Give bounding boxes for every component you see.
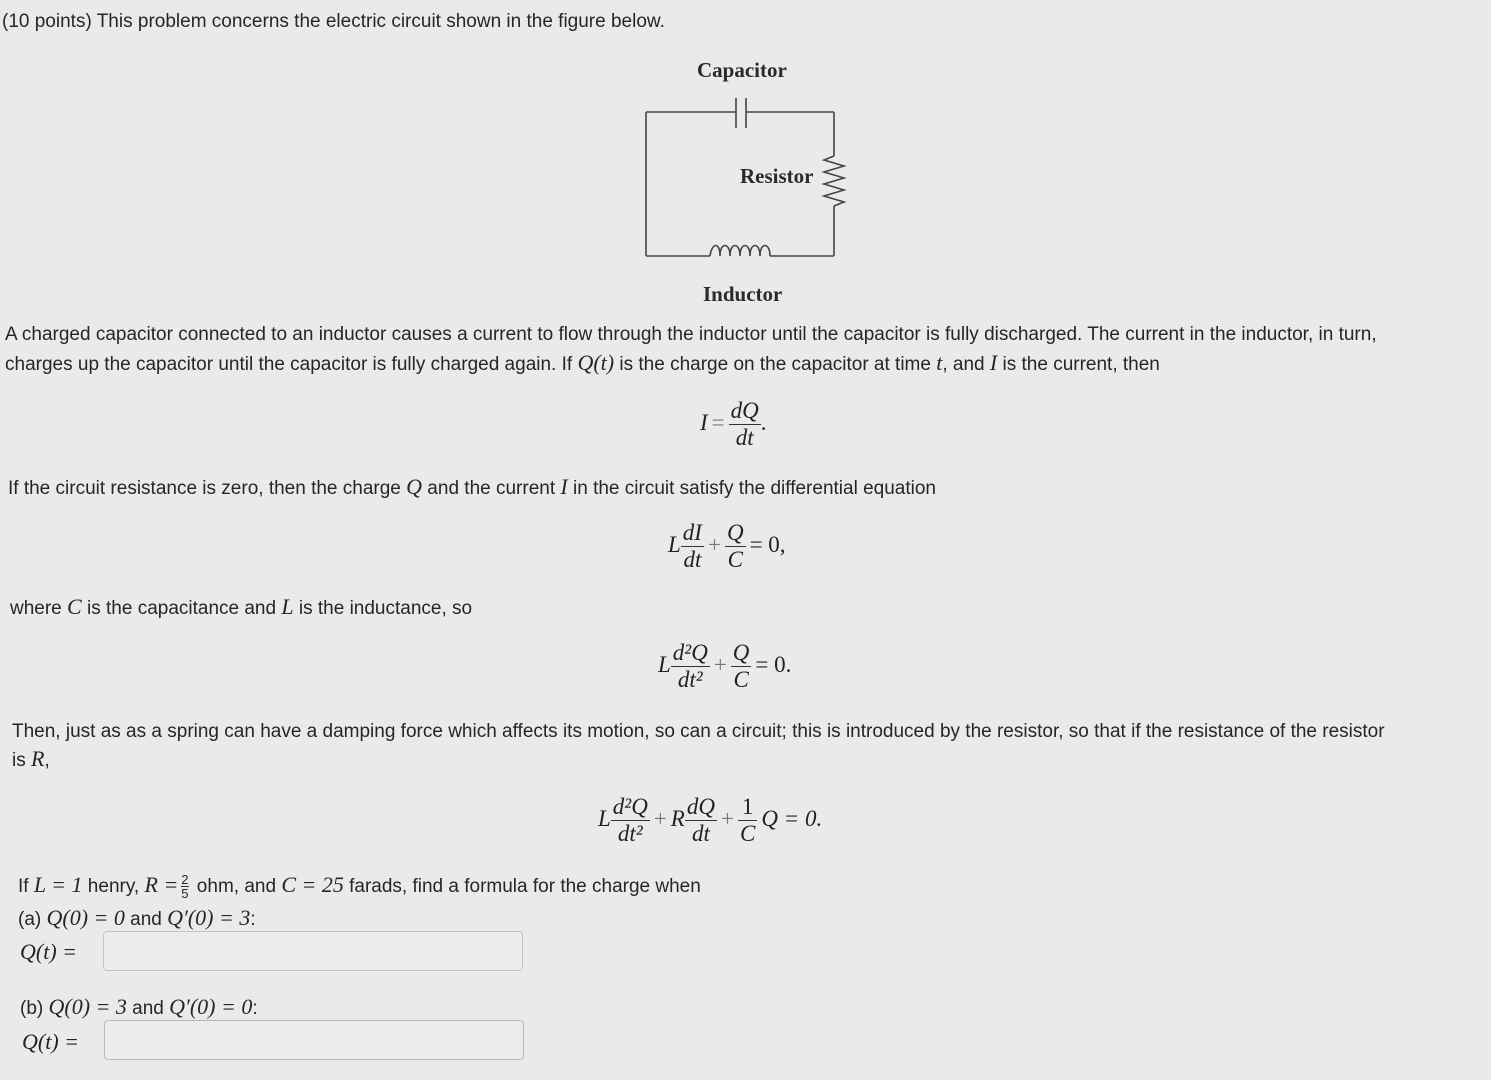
capacitor-label: Capacitor [697, 58, 787, 82]
eq-operator: = [711, 409, 725, 435]
fraction-dq-dt [729, 398, 761, 451]
text-fragment: If [18, 876, 34, 897]
math-i: I [989, 350, 998, 375]
fraction-numerator: 1 [738, 794, 757, 821]
eq-rhs: = 0. [755, 651, 792, 677]
fraction-denominator: 5 [181, 886, 189, 902]
equation-second-order [658, 640, 791, 693]
math-condition: Q(0) = 3 [48, 994, 127, 1019]
fraction-dq-dt [685, 794, 717, 847]
part-b-answer-label: Q(t) = [22, 1029, 79, 1054]
math-l-value: L = 1 [33, 872, 83, 897]
fraction-di-dt [681, 520, 704, 573]
math-q-of-t: Q(t) [577, 350, 615, 375]
math-condition: Q(0) = 0 [46, 905, 125, 930]
fraction-d2q-dt2 [611, 794, 650, 847]
text-fragment: is the charge on the capacitor at time [614, 354, 937, 375]
eq-end: . [760, 409, 767, 435]
eq-l: L [598, 805, 611, 831]
part-b-answer-input[interactable] [104, 1020, 524, 1060]
text-fragment: is the current, then [997, 354, 1160, 375]
paragraph-1-line-2 [5, 350, 1160, 378]
text-fragment: farads, find a formula for the charge when [343, 876, 701, 897]
eq-operator: + [713, 651, 727, 677]
math-condition: Q′(0) = 3 [167, 905, 251, 930]
problem-header: (10 points) This problem concerns the electric circuit shown in the figure below. [2, 11, 665, 32]
part-a-conditions [18, 905, 256, 933]
eq-operator: + [653, 805, 667, 831]
paragraph-1-line-1: A charged capacitor connected to an inductor causes a current to flow through the inductor until the capacitor is fully discharged. The current in the inductor, in turn, [5, 324, 1377, 345]
fraction-denominator: dt [735, 425, 754, 450]
fraction-numerator: d²Q [612, 794, 648, 819]
math-c-value: C = 25 [281, 872, 344, 897]
fraction-numerator: Q [732, 640, 750, 665]
fraction-denominator: dt² [677, 667, 703, 692]
paragraph-2 [8, 474, 936, 502]
eq-lhs: I [700, 409, 708, 435]
fraction-numerator: dQ [730, 398, 759, 423]
text-fragment: : [250, 909, 256, 930]
text-fragment: charges up the capacitor until the capacitor is fully charged again. If [5, 354, 578, 375]
part-label: (a) [18, 909, 47, 930]
fraction-q-c [731, 640, 752, 693]
math-r-value: R = [144, 872, 179, 897]
inductor-label: Inductor [703, 282, 783, 306]
fraction-numerator: Q [726, 520, 744, 545]
paragraph-4-line-1: Then, just as as a spring can have a damping force which affects its motion, so can a circuit; this is introduced by the resistor, so that if the resistance of the resistor [12, 721, 1385, 742]
fraction-denominator: C [739, 821, 756, 846]
fraction-numerator: dI [682, 520, 702, 545]
math-i: I [560, 474, 568, 499]
text-fragment: is the capacitance and [81, 598, 282, 619]
fraction-q-c [725, 520, 746, 573]
math-q: Q [406, 474, 423, 499]
math-condition: Q′(0) = 0 [169, 994, 253, 1019]
text-fragment: If the circuit resistance is zero, then the charge [8, 478, 407, 499]
fraction-numerator: 2 [181, 872, 189, 888]
math-c: C [67, 594, 82, 619]
text-fragment: henry, [82, 876, 145, 897]
math-l: L [281, 594, 294, 619]
fraction-denominator: dt² [617, 821, 643, 846]
fraction-1-c [738, 794, 757, 847]
text-fragment: is the inductance, so [293, 598, 473, 619]
fraction-numerator: dQ [686, 794, 715, 819]
part-label: (b) [20, 998, 49, 1019]
paragraph-4-line-2 [12, 746, 50, 774]
eq-rhs: Q = 0. [761, 805, 823, 831]
part-a-answer-label: Q(t) = [20, 939, 77, 964]
text-fragment: ohm, and [191, 876, 282, 897]
text-fragment: and [124, 909, 168, 930]
eq-l: L [658, 651, 671, 677]
fraction-d2q-dt2 [671, 640, 710, 693]
text-fragment: , [44, 750, 50, 771]
text-fragment: and the current [422, 478, 561, 499]
equation-rlc [598, 794, 822, 847]
eq-l: L [668, 531, 681, 557]
fraction-denominator: C [727, 547, 743, 572]
text-fragment: and [126, 998, 170, 1019]
equation-lc [668, 520, 786, 573]
part-a-answer-input[interactable] [103, 931, 523, 971]
fraction-2-5 [181, 873, 188, 900]
fraction-denominator: dt [691, 821, 710, 846]
eq-rhs: = 0, [749, 531, 786, 557]
eq-operator: + [720, 805, 734, 831]
resistor-label: Resistor [740, 164, 814, 188]
eq-operator: + [707, 531, 721, 557]
fraction-denominator: dt [683, 547, 702, 572]
given-values [18, 872, 701, 900]
text-fragment: where [10, 598, 68, 619]
fraction-denominator: C [733, 667, 749, 692]
text-fragment: in the circuit satisfy the differential equation [567, 478, 936, 499]
text-fragment: , and [942, 354, 990, 375]
eq-r: R [670, 805, 685, 831]
part-b-conditions [20, 994, 258, 1022]
math-t: t [936, 350, 943, 375]
text-fragment: : [252, 998, 258, 1019]
equation-current [700, 398, 767, 451]
text-fragment: is [12, 750, 31, 771]
fraction-numerator: d²Q [672, 640, 708, 665]
paragraph-3 [10, 594, 472, 622]
math-r: R [31, 746, 45, 771]
